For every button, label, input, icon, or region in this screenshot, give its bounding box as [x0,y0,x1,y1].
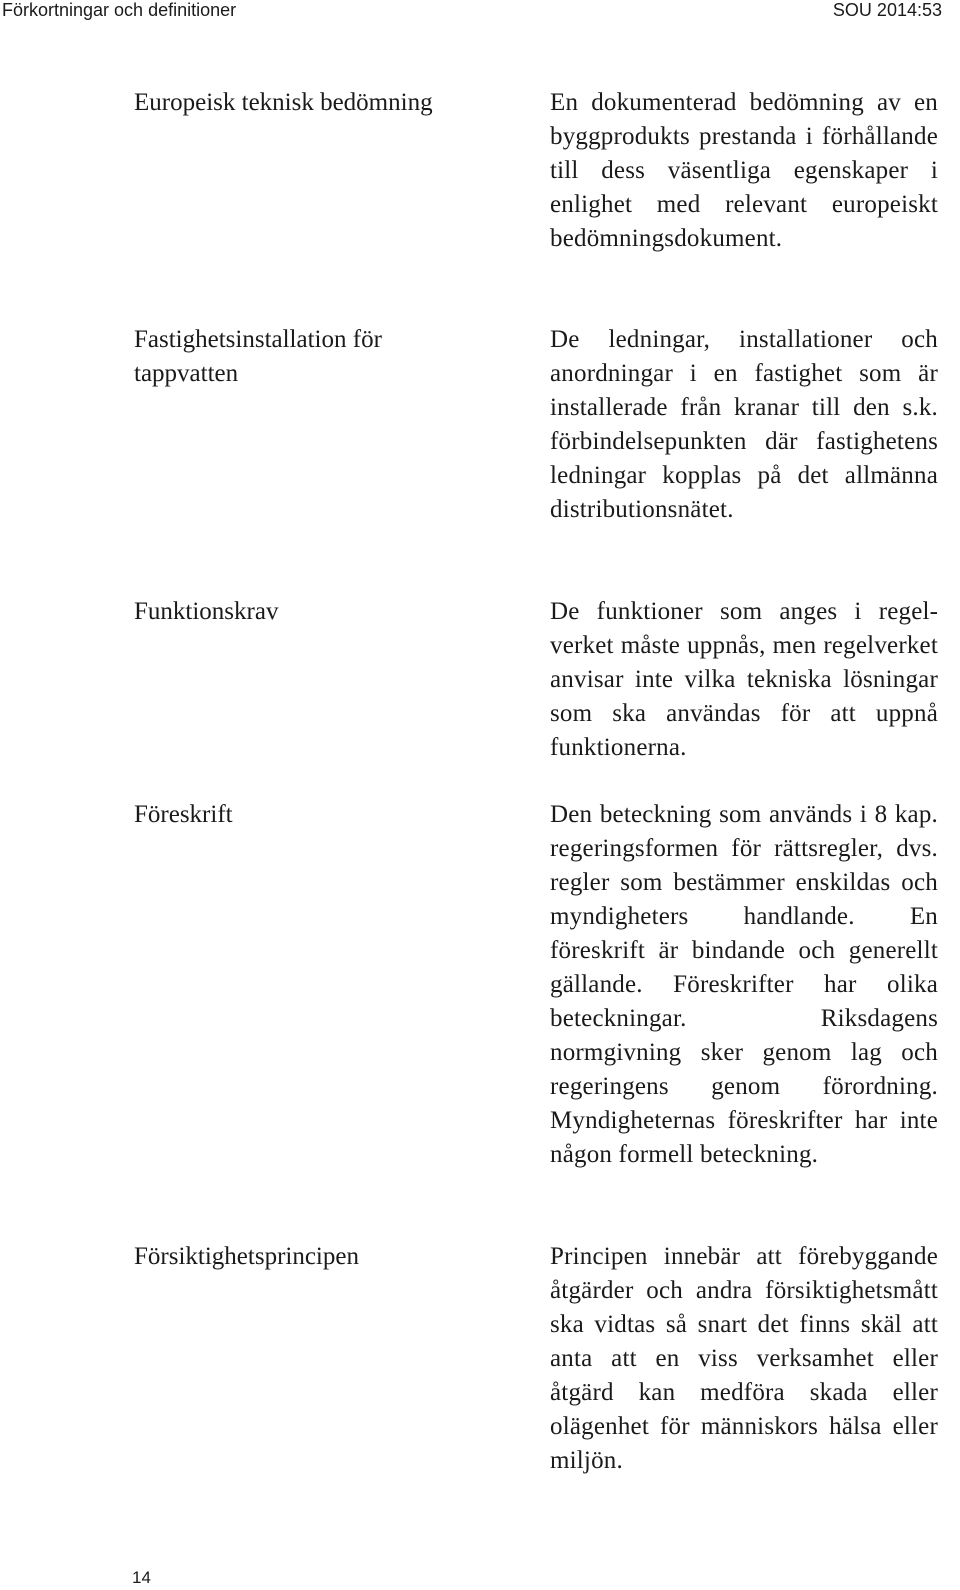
definition-text: En dokumenterad bedömning av en byggprodukts prestanda i förhållande till dess väsentliga egenskaper i enlighet med relevant europeiskt bedömningsdokument. [550,89,938,252]
term: Fastighetsinstallation för tappvatten [134,326,382,387]
term: Europeisk teknisk bedömning [134,89,433,116]
term: Funktionskrav [134,598,279,625]
term: Försiktighetsprincipen [134,1243,359,1270]
definition-text: De funktioner som anges i regelverket måste uppnås, men regelverket anvisar inte vilka tekniska lösningar som ska användas för att uppnå funktionerna. [550,598,938,761]
definition-text: Principen innebär att förebyggande åtgärder och andra försiktighetsmått ska vidtas så snart det finns skäl att anta att en viss verksamhet eller åtgärd kan medföra skada eller olägenhet för människors hälsa eller miljön. [550,1243,938,1474]
definition-text: De ledningar, installationer och anordningar i en fastighet som är installerade från kranar till den s.k. förbindelsepunkten där fastighetens ledningar kopplas på det allmänna distributionsnätet. [550,326,938,523]
report-id: SOU 2014:53 [832,0,942,20]
term: Föreskrift [134,801,233,828]
definition-text: Den beteckning som används i 8 kap. regeringsformen för rättsregler, dvs. regler som bestämmer enskildas och myndigheters handlande. En föreskrift är bindande och generellt gällande. Föreskrifter har olika beteckningar. Riksdagens normgivning sker genom lag och regeringens genom förordning. Myndigheternas föreskrifter har inte någon formell beteckning. [550,801,938,1168]
page-number: 14 [132,1568,151,1587]
running-header [0,0,960,24]
section-title: Förkortningar och definitioner [2,0,237,20]
